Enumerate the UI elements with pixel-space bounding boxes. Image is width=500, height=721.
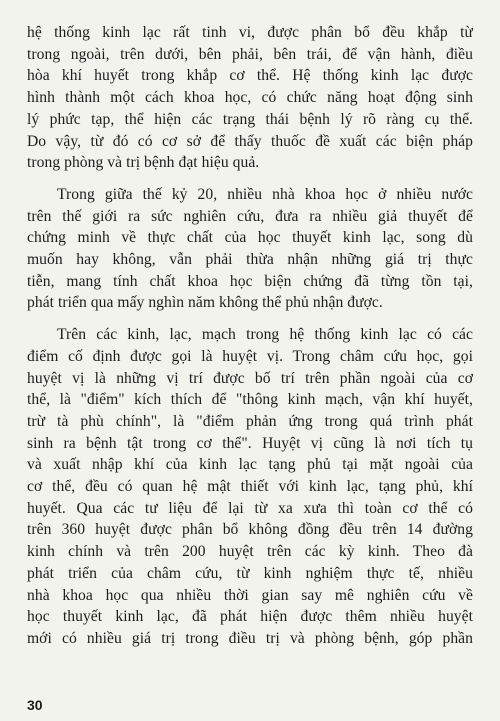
text-line: thể, là "điểm" kích thích để "thông kinh mạch, vận khí huyết, [27, 391, 473, 409]
text-line: hệ thống kinh lạc rất tinh vi, được phân bổ đều khắp từ [27, 24, 473, 41]
text-line: và xuất nhập khí của kinh lạc tạng phủ tại mặt ngoài của [27, 456, 473, 474]
text-line: sinh ra bệnh tật trong cơ thể". Huyệt vị cũng là nơi tích tụ [27, 434, 473, 452]
text-line: Trong giữa thế kỷ 20, nhiều nhà khoa học ở nhiều nước [57, 185, 473, 203]
text-line: nhà khoa học qua nhiều thời gian say mê nghiên cứu về [27, 586, 473, 604]
text-line: hòa khí huyết trong khắp cơ thể. Hệ thống kinh lạc được [27, 67, 473, 85]
paragraph-1 [27, 22, 473, 174]
text-line: huyết. Qua các tư liệu để lại từ xa xưa thì toàn cơ thể có [27, 499, 473, 517]
text-line: Do vậy, từ đó có cơ sở để thấy thuốc đề xuất các biện pháp [27, 132, 473, 150]
text-line: kinh chính và trên 200 huyệt trên các kỳ kinh. Theo đà [27, 543, 473, 561]
page-number: 30 [27, 697, 43, 713]
document-page [27, 22, 473, 650]
text-line: phát triển của châm cứu, từ kinh nghiệm thực tế, nhiều [27, 564, 473, 582]
text-line: hình thành một cách khoa học, có chức năng hoạt động sinh [27, 89, 473, 107]
paragraph-2 [27, 184, 473, 314]
text-line: trừ tà phù chính", là "điểm phản ứng trong quá trình phát [27, 412, 473, 430]
text-line: cơ thể, đều có quan hệ mật thiết với kinh lạc, tạng phủ, khí [27, 478, 473, 496]
text-line: huyệt vị là những vị trí được bố trí trên phần ngoài của cơ [27, 369, 473, 387]
text-line: mới có nhiều giá trị trong điều trị và phòng bệnh, góp phần [27, 629, 473, 647]
paragraph-3 [27, 324, 473, 650]
text-line: lý phức tạp, thể hiện các trạng thái bệnh lý rõ ràng cụ thể. [27, 110, 473, 128]
text-line: muốn hay không, vẫn phải thừa nhận những giá trị thực [27, 251, 473, 269]
text-line: phát triển qua mấy nghìn năm không thể phủ nhận được. [27, 294, 383, 312]
text-line: tiễn, mang tính chất khoa học biện chứng đã từng tồn tại, [27, 272, 473, 290]
text-line: điểm cố định được gọi là huyệt vị. Trong châm cứu học, gọi [27, 347, 473, 365]
text-line: chứng minh về thực chất của học thuyết kinh lạc, song dù [27, 229, 473, 247]
text-line: trên thế giới ra sức nghiên cứu, đưa ra nhiều giả thuyết để [27, 207, 473, 225]
text-line: trên 360 huyệt được phân bổ không đồng đều trên 14 đường [27, 521, 473, 539]
text-line: học thuyết kinh lạc, đã phát hiện được thêm nhiều huyệt [27, 608, 473, 626]
text-line: trong phòng và trị bệnh đạt hiệu quả. [27, 154, 260, 172]
text-line: trong ngoài, trên dưới, bên phải, bên trái, để vận hành, điều [27, 45, 473, 63]
text-line: Trên các kinh, lạc, mạch trong hệ thống kinh lạc có các [57, 326, 473, 344]
